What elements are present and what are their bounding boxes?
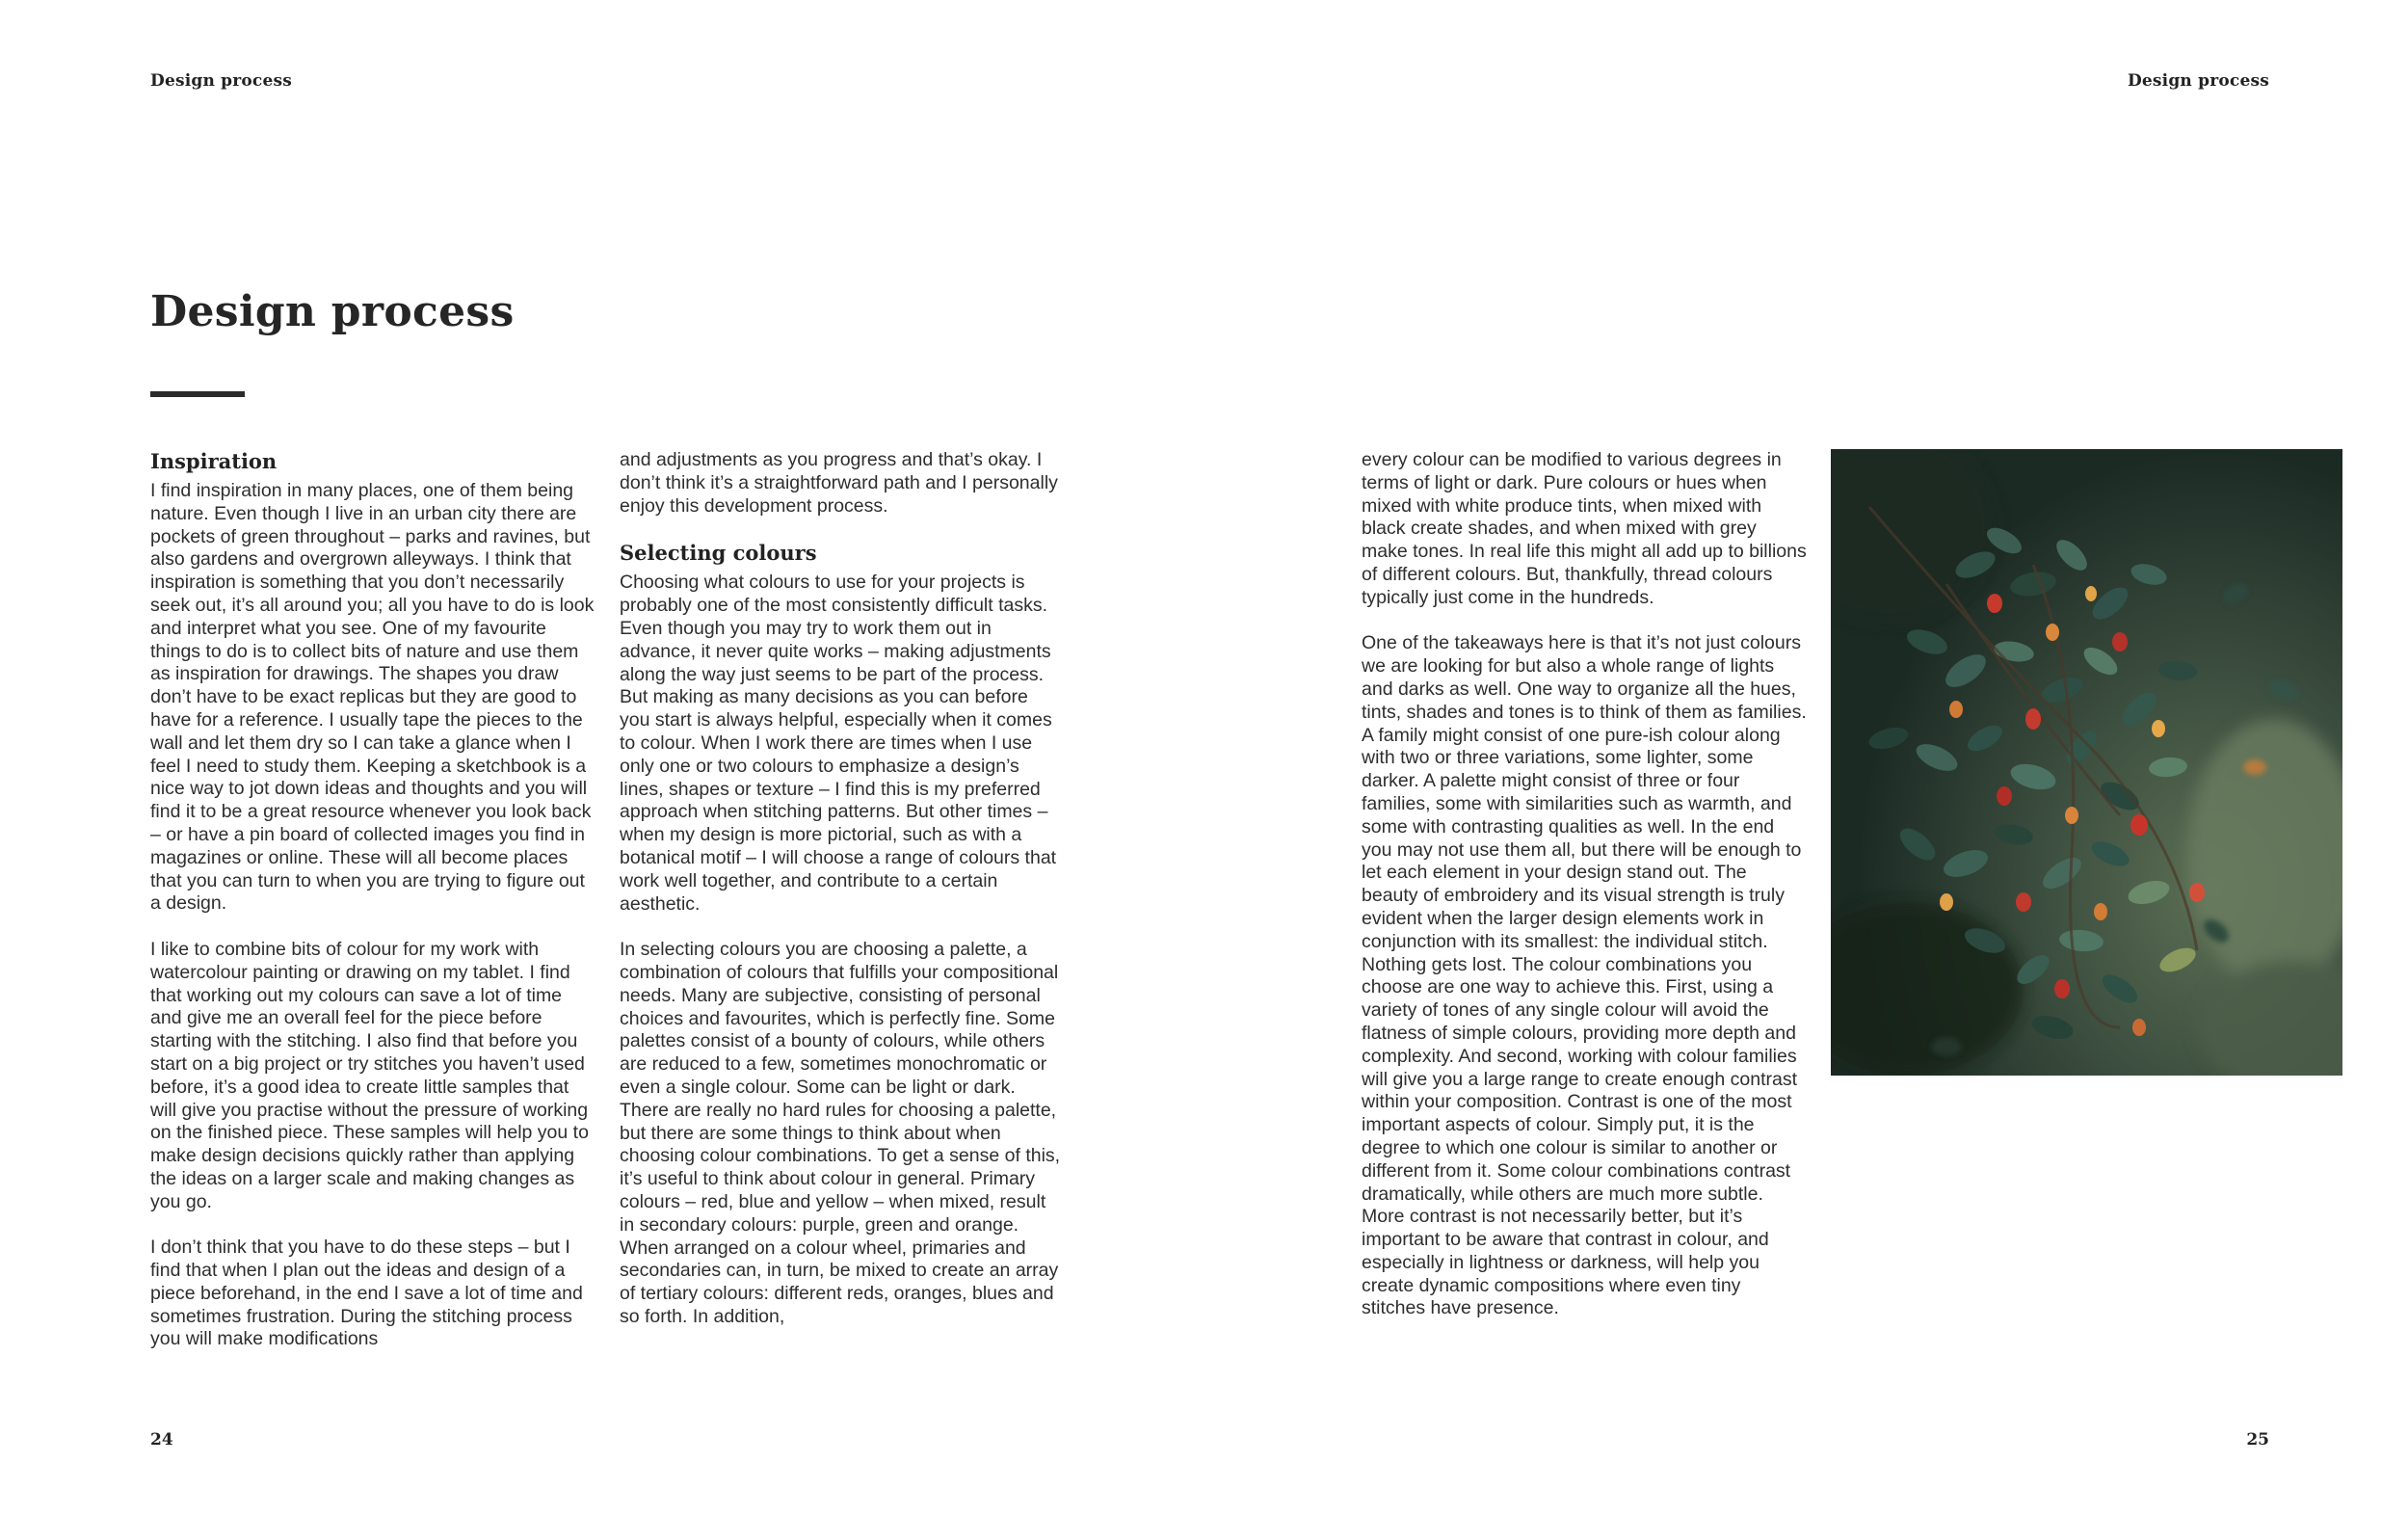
left-running-head: Design process <box>150 71 293 91</box>
selecting-colours-paragraph-1: Choosing what colours to use for your projects is probably one of the most consistently difficult tasks. Even though you may try to work them out in advance, it never quite works – making adjustments along the way just seems to be part of the process. But making as many decisions as you can before you start is always helpful, especially when it comes to colour. When I work there are times when I use only one or two colours to emphasize a design’s lines, shapes or texture – I find this is my preferred approach when stitching patterns. But other times – when my design is more pictorial, such as with a botanical motif – I will choose a range of colours that work well together, and contribute to a certain aesthetic. <box>620 572 1057 915</box>
left-page-number: 24 <box>150 1430 173 1450</box>
column-3 <box>1362 449 1807 1343</box>
column-2 <box>620 449 1063 1351</box>
inspiration-paragraph-1: I find inspiration in many places, one of them being nature. Even though I live in an urban city there are pockets of green throughout – parks and ravines, but also gardens and overgrown alleyways. I think that inspiration is something that you don’t necessarily seek out, it’s all around you; all you have to do is look and interpret what you see. One of my favourite things to do is to collect bits of nature and use them as inspiration for drawings. The shapes you draw don’t have to be exact replicas but they are good to have for a reference. I usually tape the pieces to the wall and let them dry so I can take a glance when I feel I need to study them. Keeping a sketchbook is a nice way to jot down ideas and thoughts and you will find it to be a great resource whenever you look back – or have a pin board of collected images you find in magazines or online. These will all become places that you can turn to when you are trying to figure out a design. <box>150 480 595 915</box>
page-title: Design process <box>150 287 515 336</box>
selecting-colours-paragraph-2: In selecting colours you are choosing a palette, a combination of colours that fulfills your compositional needs. Many are subjective, consisting of personal choices and favourites, which is perfectly fine. Some palettes consist of a bounty of colours, while others are reduced to a few, sometimes monochromatic or even a single colour. Some can be light or dark. There are really no hard rules for choosing a palette, but there are some things to think about when choosing colour combinations. To get a sense of this, it’s useful to think about colour in general. Primary colours – red, blue and yellow – when mixed, result in secondary colours: purple, green and orange. When arranged on a colour wheel, primaries and secondaries can, in turn, be mixed to create an array of tertiary colours: different reds, oranges, blues and so forth. In addition, <box>620 939 1061 1327</box>
right-page-number: 25 <box>2246 1430 2269 1450</box>
inspiration-paragraph-3: I don’t think that you have to do these steps – but I find that when I plan out the ideas and design of a piece beforehand, in the end I save a lot of time and sometimes frustration. During the stitching process you will make modifications <box>150 1237 583 1350</box>
rosehip-illustration <box>1831 449 2342 1076</box>
selecting-colours-heading: Selecting colours <box>620 541 817 566</box>
inspiration-paragraph-2: I like to combine bits of colour for my work with watercolour painting or drawing on my tablet. I find that working out my colours can save a lot of time and give me an overall feel for the piece before starting with the stitching. I also find that before you start on a big project or try stitches you haven’t used before, it’s a good idea to create little samples that will give you practise without the pressure of working on the finished piece. These samples will help you to make design decisions quickly rather than applying the ideas on a larger scale and making changes as you go. <box>150 938 589 1212</box>
column-1 <box>150 449 595 1374</box>
selecting-colours-continuation-2: One of the takeaways here is that it’s not just colours we are looking for but also a whole range of lights and darks as well. One way to organize all the hues, tints, shades and tones is to think of them as families. A family might consist of one pure-ish colour along with two or three variations, some lighter, some darker. A palette might consist of three or four families, some with similarities such as warmth, and some with contrasting qualities as well. In the end you may not use them all, but there will be enough to let each element in your design stand out. The beauty of embroidery and its visual strength is truly evident when the larger design elements work in conjunction with its smallest: the individual stitch. Nothing gets lost. The colour combinations you choose are one way to achieve this. First, using a variety of tones of any single colour will avoid the flatness of simple colours, providing more depth and complexity. And second, working with colour families will give you a large range to create enough contrast within your composition. Contrast is one of the most important aspects of colour. Simply put, it is the degree to which one colour is similar to another or different from it. Some colour combinations contrast dramatically, while others are much more subtle. More contrast is not necessarily better, but it’s important to be aware that contrast in colour, and especially in lightness or darkness, will help you create dynamic compositions where even tiny stitches have presence. <box>1362 632 1807 1319</box>
inspiration-continuation: and adjustments as you progress and that’s okay. I don’t think it’s a straightforward path and I personally enjoy this development process. <box>620 449 1058 517</box>
rosehip-bush-photo <box>1831 449 2342 1076</box>
selecting-colours-continuation-1: every colour can be modified to various degrees in terms of light or dark. Pure colours or hues when mixed with white produce tints, when mixed with black create shades, and when mixed with grey make tones. In real life this might all add up to billions of different colours. But, thankfully, thread colours typically just come in the hundreds. <box>1362 449 1807 608</box>
inspiration-heading: Inspiration <box>150 449 278 473</box>
title-rule <box>150 391 245 397</box>
right-running-head: Design process <box>2127 71 2269 91</box>
